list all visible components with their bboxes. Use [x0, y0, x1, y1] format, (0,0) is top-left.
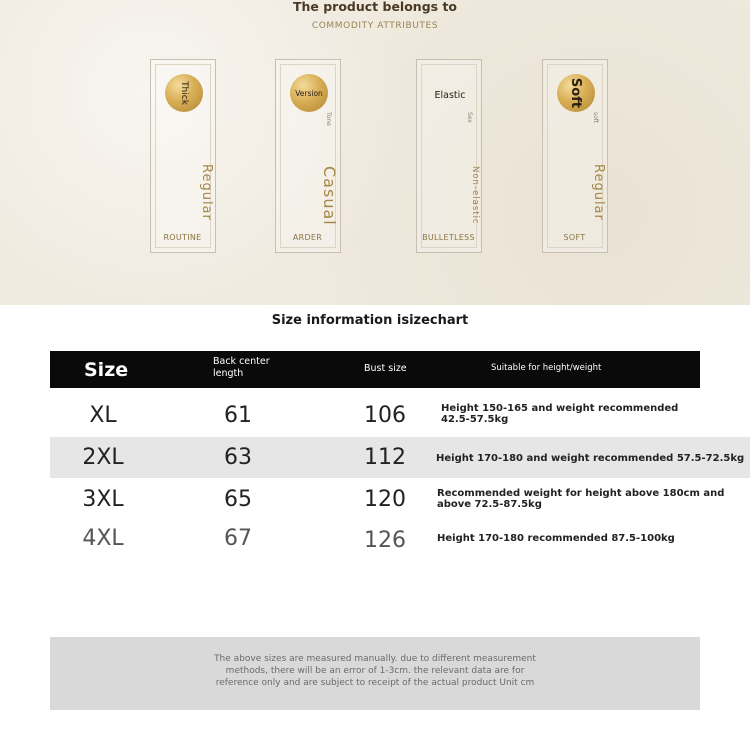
banner-title: The product belongs to [292, 0, 458, 14]
attribute-caption: SOFT [563, 233, 586, 242]
size-chart-title: Size information isizechart [271, 313, 469, 328]
medal-label: Elastic [434, 90, 466, 101]
cell-size: XL [89, 403, 117, 428]
header-size: Size [84, 359, 129, 381]
cell-suitable [437, 533, 675, 544]
attribute-caption: BULLETLESS [422, 233, 475, 242]
cell-suitable-line-2: 42.5-57.5kg [441, 414, 509, 425]
cell-size: 2XL [82, 445, 124, 470]
disclaimer-line-2: methods, there will be an error of 1-3cm. the relevant data are for [225, 666, 525, 676]
header-back-length [213, 356, 270, 380]
cell-suitable-line-2: above 72.5-87.5kg [437, 499, 542, 510]
attribute-value: Regular [199, 164, 214, 221]
attribute-caption: ARDER [292, 233, 323, 242]
cell-back-length: 61 [224, 403, 252, 428]
cell-back-length: 65 [224, 487, 252, 512]
cell-bust: 106 [364, 403, 406, 428]
medal-label: Version [295, 88, 323, 98]
attribute-value: Casual [320, 166, 339, 226]
header-back-length-line-2: length [213, 368, 244, 379]
attributes-banner [0, 0, 750, 305]
cell-suitable-line-1: Height 150-165 and weight recommended [441, 403, 679, 414]
cell-suitable [437, 488, 724, 510]
size-chart-header [50, 351, 700, 388]
attribute-card-softness [542, 59, 608, 253]
attribute-side-label: soft [592, 112, 599, 124]
cell-back-length: 67 [224, 526, 252, 551]
gold-medal-icon [165, 74, 203, 112]
attribute-card-version [275, 59, 341, 253]
gold-medal-icon [557, 74, 595, 112]
attribute-value: Non-elastic [470, 166, 480, 225]
cell-suitable [436, 453, 744, 464]
cell-bust: 126 [364, 528, 406, 553]
banner-subtitle: COMMODITY ATTRIBUTES [311, 21, 439, 31]
cell-suitable [441, 403, 678, 425]
header-suitable: Suitable for height/weight [491, 363, 602, 373]
medal-label: Thick [179, 81, 189, 105]
header-bust: Bust size [364, 363, 407, 374]
cell-suitable-line-1: Recommended weight for height above 180cm and [437, 488, 725, 499]
attribute-card-thickness [150, 59, 216, 253]
disclaimer-line-1: The above sizes are measured manually. due to different measurement [214, 654, 536, 664]
attribute-side-label: Sex [466, 112, 473, 123]
cell-suitable-line-1: Height 170-180 and weight recommended 57.5-72.5kg [436, 453, 745, 464]
cell-suitable-line-1: Height 170-180 recommended 87.5-100kg [437, 533, 675, 544]
cell-size: 4XL [82, 526, 124, 551]
attribute-side-label: Tone [325, 112, 332, 126]
header-back-length-line-1: Back center [213, 356, 270, 367]
disclaimer-text [50, 653, 700, 689]
gold-medal-icon [290, 74, 328, 112]
attribute-value: Regular [591, 164, 606, 221]
cell-back-length: 63 [224, 445, 252, 470]
cell-bust: 112 [364, 445, 406, 470]
medal-label: Soft [568, 77, 584, 109]
measurement-disclaimer [50, 637, 700, 710]
attribute-caption: ROUTINE [163, 233, 202, 242]
cell-size: 3XL [82, 487, 124, 512]
cell-bust: 120 [364, 487, 406, 512]
attribute-card-elastic [416, 59, 482, 253]
disclaimer-line-3: reference only and are subject to receipt of the actual product Unit cm [215, 678, 535, 688]
